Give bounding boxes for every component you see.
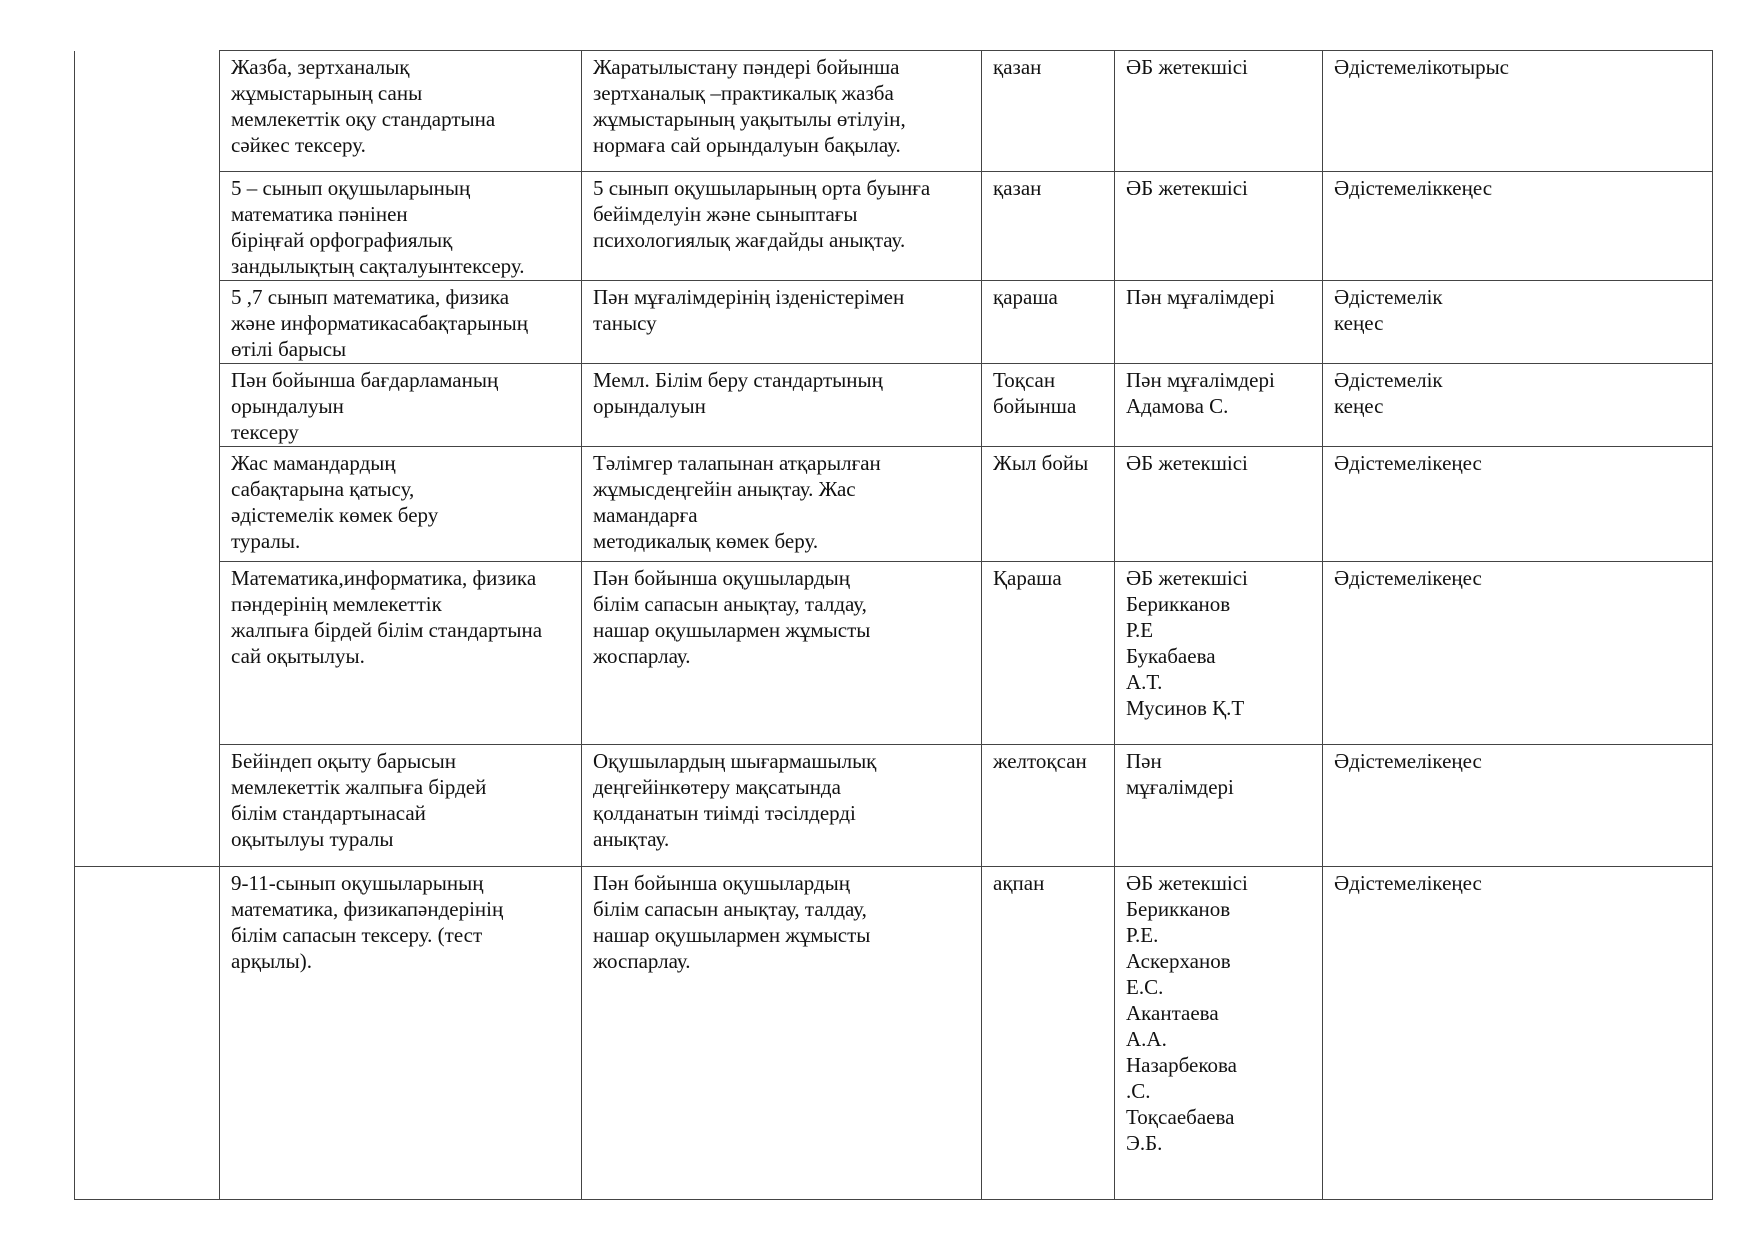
topic-line: арқылы). bbox=[231, 949, 312, 973]
table-row bbox=[75, 172, 1713, 281]
plan-table bbox=[74, 50, 1713, 1200]
responsible-line: Назарбекова bbox=[1126, 1053, 1237, 1077]
number-cell bbox=[75, 867, 220, 1200]
time-line: қараша bbox=[993, 285, 1058, 309]
topic-line: Жазба, зертханалық bbox=[231, 55, 410, 79]
goal-line: Мемл. Білім беру стандартының bbox=[593, 368, 883, 392]
table-row bbox=[75, 364, 1713, 447]
goal-line: нашар оқушылармен жұмысты bbox=[593, 618, 871, 642]
topic-cell bbox=[220, 281, 582, 364]
topic-line: Пән бойынша бағдарламаның bbox=[231, 368, 499, 392]
result-cell bbox=[1323, 447, 1713, 562]
goal-line: Пән мұғалімдерінің ізденістерімен bbox=[593, 285, 905, 309]
goal-cell bbox=[582, 562, 982, 745]
responsible-line: Мусинов Қ.Т bbox=[1126, 696, 1245, 720]
topic-line: 9-11-сынып оқушыларының bbox=[231, 871, 484, 895]
goal-line: Пән бойынша оқушылардың bbox=[593, 566, 851, 590]
result-line: Әдістемелікеңес bbox=[1334, 749, 1482, 773]
responsible-line: Пән мұғалімдері bbox=[1126, 285, 1275, 309]
responsible-line: Тоқсаебаева bbox=[1126, 1105, 1235, 1129]
responsible-line: Букабаева bbox=[1126, 644, 1216, 668]
topic-line: туралы. bbox=[231, 529, 301, 553]
topic-line: және информатикасабақтарының bbox=[231, 311, 529, 335]
time-cell bbox=[982, 447, 1115, 562]
topic-line: сабақтарына қатысу, bbox=[231, 477, 415, 501]
goal-line: жоспарлау. bbox=[593, 949, 691, 973]
topic-line: Бейіндеп оқыту барысын bbox=[231, 749, 456, 773]
responsible-line: Е.С. bbox=[1126, 975, 1164, 999]
result-cell bbox=[1323, 172, 1713, 281]
goal-cell bbox=[582, 364, 982, 447]
responsible-line: Пән мұғалімдері bbox=[1126, 368, 1275, 392]
goal-line: Оқушылардың шығармашылық bbox=[593, 749, 877, 773]
topic-line: математика пәнінен bbox=[231, 202, 408, 226]
topic-line: жұмыстарының саны bbox=[231, 81, 423, 105]
number-cell bbox=[75, 51, 220, 172]
time-line: бойынша bbox=[993, 394, 1077, 418]
goal-line: методикалық көмек беру. bbox=[593, 529, 819, 553]
goal-line: білім сапасын анықтау, талдау, bbox=[593, 592, 867, 616]
topic-line: әдістемелік көмек беру bbox=[231, 503, 439, 527]
plan-table-body bbox=[75, 51, 1713, 1200]
responsible-line: Берикканов bbox=[1126, 592, 1231, 616]
goal-line: білім сапасын анықтау, талдау, bbox=[593, 897, 867, 921]
topic-line: мемлекеттік оқу стандартына bbox=[231, 107, 496, 131]
responsible-cell bbox=[1115, 281, 1323, 364]
topic-line: Математика,информатика, физика bbox=[231, 566, 537, 590]
result-cell bbox=[1323, 745, 1713, 867]
number-cell bbox=[75, 281, 220, 364]
time-line: Тоқсан bbox=[993, 368, 1056, 392]
time-cell bbox=[982, 172, 1115, 281]
topic-line: біріңғай орфографиялық bbox=[231, 228, 453, 252]
topic-line: пәндерінің мемлекеттік bbox=[231, 592, 442, 616]
time-line: желтоқсан bbox=[993, 749, 1087, 773]
goal-line: анықтау. bbox=[593, 827, 670, 851]
time-cell bbox=[982, 364, 1115, 447]
result-line: Әдістемеліккеңес bbox=[1334, 176, 1493, 200]
result-cell bbox=[1323, 51, 1713, 172]
responsible-line: А.Т. bbox=[1126, 670, 1163, 694]
time-cell bbox=[982, 867, 1115, 1200]
responsible-line: Р.Е. bbox=[1126, 923, 1159, 947]
goal-line: жұмысдеңгейін анықтау. Жас bbox=[593, 477, 856, 501]
goal-line: танысу bbox=[593, 311, 657, 335]
number-cell bbox=[75, 172, 220, 281]
table-row bbox=[75, 447, 1713, 562]
goal-cell bbox=[582, 867, 982, 1200]
responsible-line: Берикканов bbox=[1126, 897, 1231, 921]
goal-cell bbox=[582, 745, 982, 867]
responsible-cell bbox=[1115, 172, 1323, 281]
responsible-line: Акантаева bbox=[1126, 1001, 1219, 1025]
topic-line: өтілі барысы bbox=[231, 337, 347, 361]
result-line: кеңес bbox=[1334, 394, 1384, 418]
responsible-cell bbox=[1115, 364, 1323, 447]
topic-cell bbox=[220, 562, 582, 745]
topic-line: мемлекеттік жалпыға бірдей bbox=[231, 775, 487, 799]
table-row bbox=[75, 562, 1713, 745]
topic-line: жалпыға бірдей білім стандартына bbox=[231, 618, 543, 642]
result-line: Әдістемелік bbox=[1334, 368, 1443, 392]
topic-line: білім стандартынасай bbox=[231, 801, 426, 825]
goal-line: нормаға сай орындалуын бақылау. bbox=[593, 133, 901, 157]
goal-line: Пән бойынша оқушылардың bbox=[593, 871, 851, 895]
time-cell bbox=[982, 745, 1115, 867]
topic-line: зандылықтың сақталуынтексеру. bbox=[231, 254, 525, 278]
responsible-cell bbox=[1115, 51, 1323, 172]
topic-line: 5 ,7 сынып математика, физика bbox=[231, 285, 510, 309]
responsible-line: ӘБ жетекшісі bbox=[1126, 176, 1248, 200]
number-cell bbox=[75, 364, 220, 447]
responsible-line: Адамова С. bbox=[1126, 394, 1229, 418]
goal-line: қолданатын тиімді тәсілдерді bbox=[593, 801, 856, 825]
goal-line: бейімделуін және сыныптағы bbox=[593, 202, 858, 226]
number-cell bbox=[75, 745, 220, 867]
result-cell bbox=[1323, 867, 1713, 1200]
responsible-line: ӘБ жетекшісі bbox=[1126, 566, 1248, 590]
goal-line: Жаратылыстану пәндері бойынша bbox=[593, 55, 900, 79]
result-cell bbox=[1323, 281, 1713, 364]
goal-line: орындалуын bbox=[593, 394, 706, 418]
topic-cell bbox=[220, 867, 582, 1200]
topic-line: білім сапасын тексеру. (тест bbox=[231, 923, 483, 947]
responsible-line: Э.Б. bbox=[1126, 1131, 1163, 1155]
time-line: Жыл бойы bbox=[993, 451, 1089, 475]
responsible-cell bbox=[1115, 447, 1323, 562]
topic-line: сай оқытылуы. bbox=[231, 644, 365, 668]
topic-cell bbox=[220, 447, 582, 562]
responsible-line: мұғалімдері bbox=[1126, 775, 1234, 799]
result-cell bbox=[1323, 364, 1713, 447]
topic-cell bbox=[220, 745, 582, 867]
responsible-line: Р.Е bbox=[1126, 618, 1154, 642]
time-cell bbox=[982, 51, 1115, 172]
table-row bbox=[75, 51, 1713, 172]
result-cell bbox=[1323, 562, 1713, 745]
topic-line: математика, физикапәндерінің bbox=[231, 897, 504, 921]
time-cell bbox=[982, 281, 1115, 364]
time-line: Қараша bbox=[993, 566, 1062, 590]
time-cell bbox=[982, 562, 1115, 745]
responsible-line: А.А. bbox=[1126, 1027, 1167, 1051]
result-line: Әдістемелікеңес bbox=[1334, 451, 1482, 475]
goal-line: жоспарлау. bbox=[593, 644, 691, 668]
responsible-line: Аскерханов bbox=[1126, 949, 1231, 973]
table-row bbox=[75, 745, 1713, 867]
topic-cell bbox=[220, 172, 582, 281]
responsible-line: ӘБ жетекшісі bbox=[1126, 871, 1248, 895]
time-line: қазан bbox=[993, 55, 1042, 79]
goal-line: зертханалық –практикалық жазба bbox=[593, 81, 894, 105]
topic-line: оқытылуы туралы bbox=[231, 827, 394, 851]
goal-line: деңгейінкөтеру мақсатында bbox=[593, 775, 841, 799]
goal-line: жұмыстарының уақытылы өтілуін, bbox=[593, 107, 906, 131]
goal-line: психологиялық жағдайды анықтау. bbox=[593, 228, 906, 252]
result-line: кеңес bbox=[1334, 311, 1384, 335]
result-line: Әдістемелікотырыс bbox=[1334, 55, 1510, 79]
responsible-line: Пән bbox=[1126, 749, 1162, 773]
responsible-line: ӘБ жетекшісі bbox=[1126, 55, 1248, 79]
table-row bbox=[75, 867, 1713, 1200]
number-cell bbox=[75, 562, 220, 745]
result-line: Әдістемелікеңес bbox=[1334, 871, 1482, 895]
responsible-line: .С. bbox=[1126, 1079, 1151, 1103]
goal-cell bbox=[582, 172, 982, 281]
topic-line: орындалуын bbox=[231, 394, 344, 418]
responsible-line: ӘБ жетекшісі bbox=[1126, 451, 1248, 475]
time-line: қазан bbox=[993, 176, 1042, 200]
topic-cell bbox=[220, 364, 582, 447]
time-line: ақпан bbox=[993, 871, 1045, 895]
goal-line: нашар оқушылармен жұмысты bbox=[593, 923, 871, 947]
topic-line: тексеру bbox=[231, 420, 299, 444]
number-cell bbox=[75, 447, 220, 562]
goal-line: 5 сынып оқушыларының орта буынға bbox=[593, 176, 931, 200]
goal-cell bbox=[582, 447, 982, 562]
result-line: Әдістемелік bbox=[1334, 285, 1443, 309]
responsible-cell bbox=[1115, 867, 1323, 1200]
topic-line: сәйкес тексеру. bbox=[231, 133, 366, 157]
topic-cell bbox=[220, 51, 582, 172]
responsible-cell bbox=[1115, 745, 1323, 867]
table-row bbox=[75, 281, 1713, 364]
goal-line: мамандарға bbox=[593, 503, 698, 527]
goal-cell bbox=[582, 281, 982, 364]
topic-line: Жас мамандардың bbox=[231, 451, 396, 475]
result-line: Әдістемелікеңес bbox=[1334, 566, 1482, 590]
goal-line: Тәлімгер талапынан атқарылған bbox=[593, 451, 881, 475]
topic-line: 5 – сынып оқушыларының bbox=[231, 176, 471, 200]
goal-cell bbox=[582, 51, 982, 172]
responsible-cell bbox=[1115, 562, 1323, 745]
